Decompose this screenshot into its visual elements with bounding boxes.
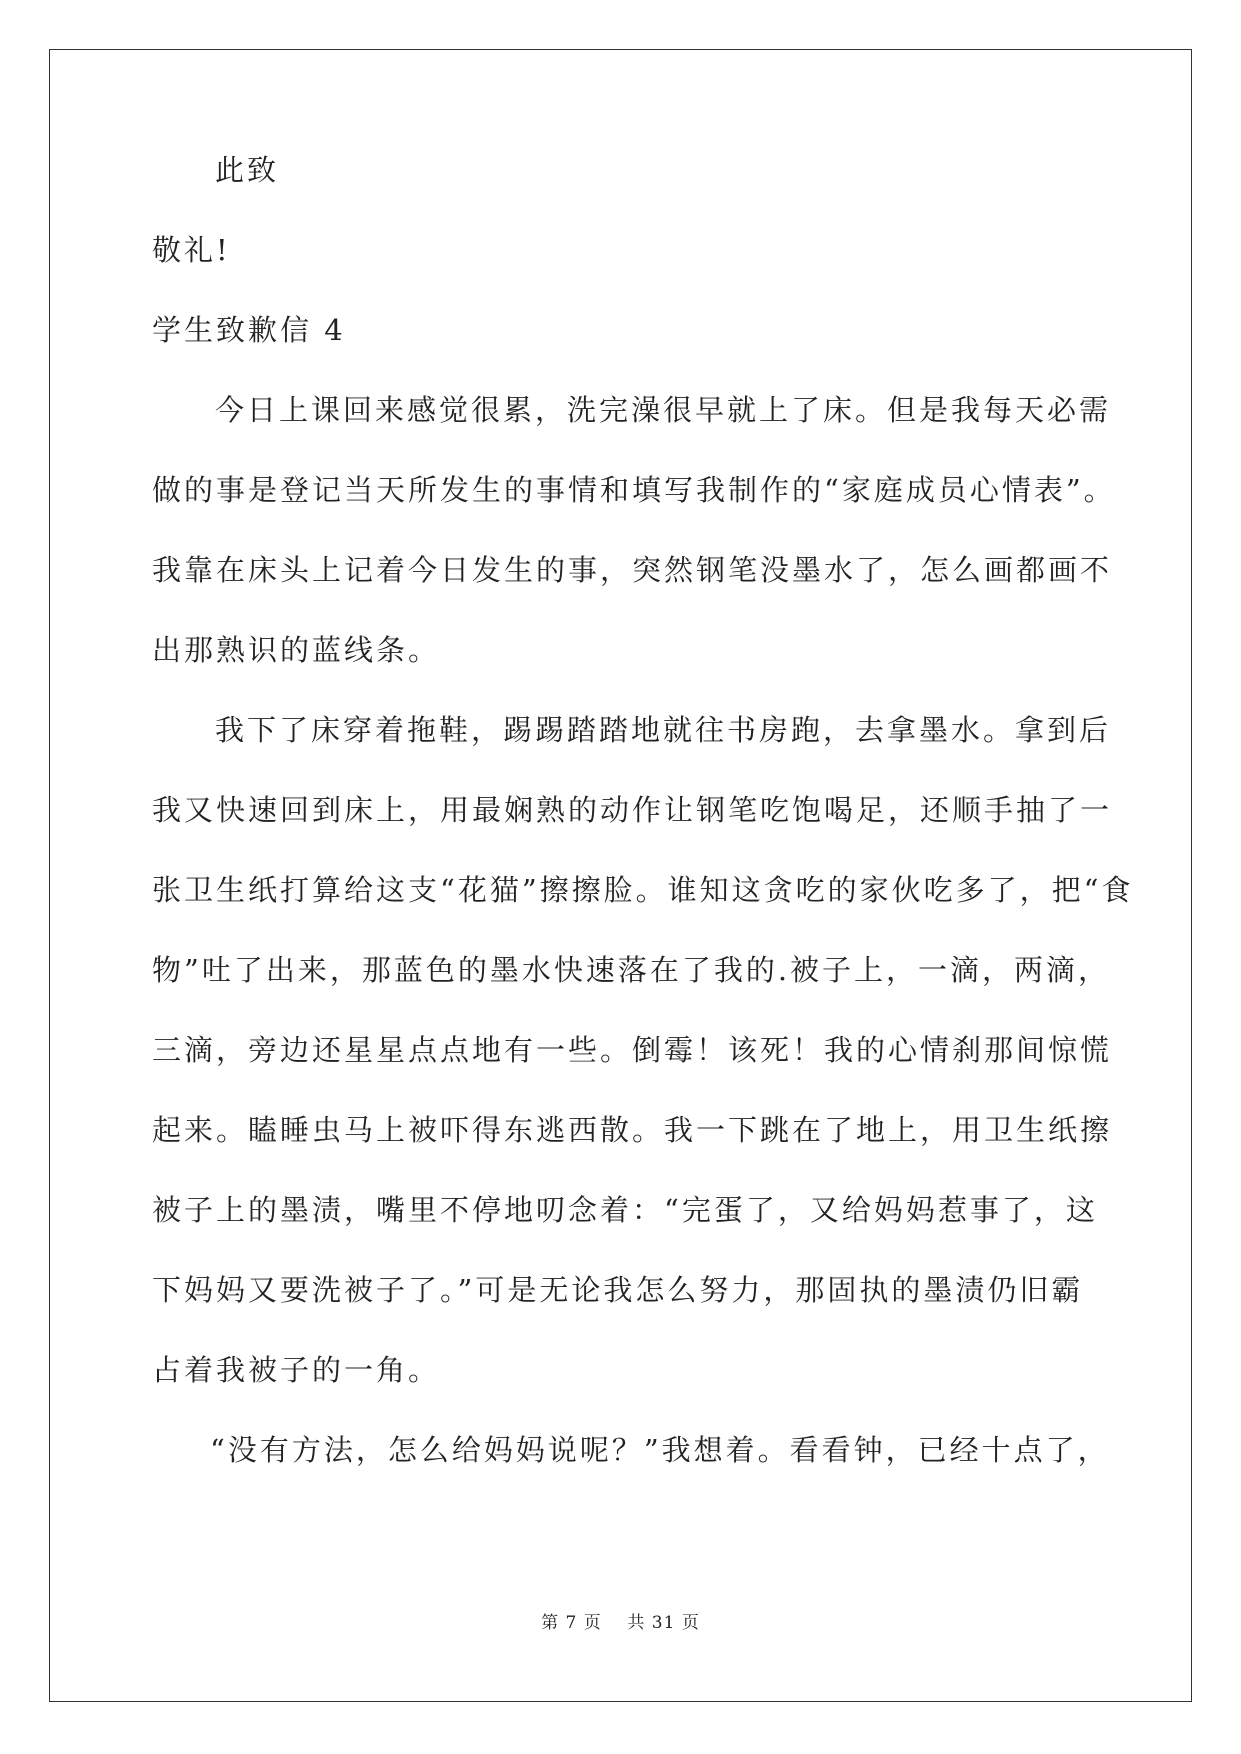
paragraph-1-line-3: 我靠在床头上记着今日发生的事，突然钢笔没墨水了，怎么画都画不 bbox=[152, 553, 1113, 587]
paragraph-1-line-4: 出那熟识的蓝线条。 bbox=[152, 633, 441, 667]
page-total: 共 31 页 bbox=[627, 1613, 700, 1633]
paragraph-2-line-4: 物”吐了出来，那蓝色的墨水快速落在了我的.被子上，一滴，两滴， bbox=[152, 953, 1111, 987]
paragraph-2-line-2: 我又快速回到床上，用最娴熟的动作让钢笔吃饱喝足，还顺手抽了一 bbox=[152, 793, 1113, 827]
closing-regards: 敬礼! bbox=[152, 233, 231, 267]
page-number: 第 7 页 bbox=[541, 1613, 602, 1633]
section-title: 学生致歉信 4 bbox=[152, 313, 346, 347]
paragraph-3-line-1: “没有方法，怎么给妈妈说呢？”我想着。看看钟，已经十点了， bbox=[210, 1433, 1110, 1467]
page-footer bbox=[0, 1611, 1241, 1635]
paragraph-2-line-5: 三滴，旁边还星星点点地有一些。倒霉！该死！我的心情刹那间惊慌 bbox=[152, 1033, 1113, 1067]
paragraph-2-line-7: 被子上的墨渍，嘴里不停地叨念着：“完蛋了，又给妈妈惹事了，这 bbox=[152, 1193, 1098, 1227]
closing-salutation: 此致 bbox=[215, 153, 280, 187]
paragraph-2-line-6: 起来。瞌睡虫马上被吓得东逃西散。我一下跳在了地上，用卫生纸擦 bbox=[152, 1113, 1113, 1147]
paragraph-2-line-1: 我下了床穿着拖鞋，踢踢踏踏地就往书房跑，去拿墨水。拿到后 bbox=[215, 713, 1112, 747]
paragraph-2-line-3: 张卫生纸打算给这支“花猫”擦擦脸。谁知这贪吃的家伙吃多了，把“食 bbox=[152, 873, 1134, 907]
paragraph-1-line-2: 做的事是登记当天所发生的事情和填写我制作的“家庭成员心情表”。 bbox=[152, 473, 1116, 507]
paragraph-1-line-1: 今日上课回来感觉很累，洗完澡很早就上了床。但是我每天必需 bbox=[215, 393, 1112, 427]
paragraph-2-line-8: 下妈妈又要洗被子了。”可是无论我怎么努力，那固执的墨渍仍旧霸 bbox=[152, 1273, 1084, 1307]
paragraph-2-line-9: 占着我被子的一角。 bbox=[152, 1353, 441, 1387]
